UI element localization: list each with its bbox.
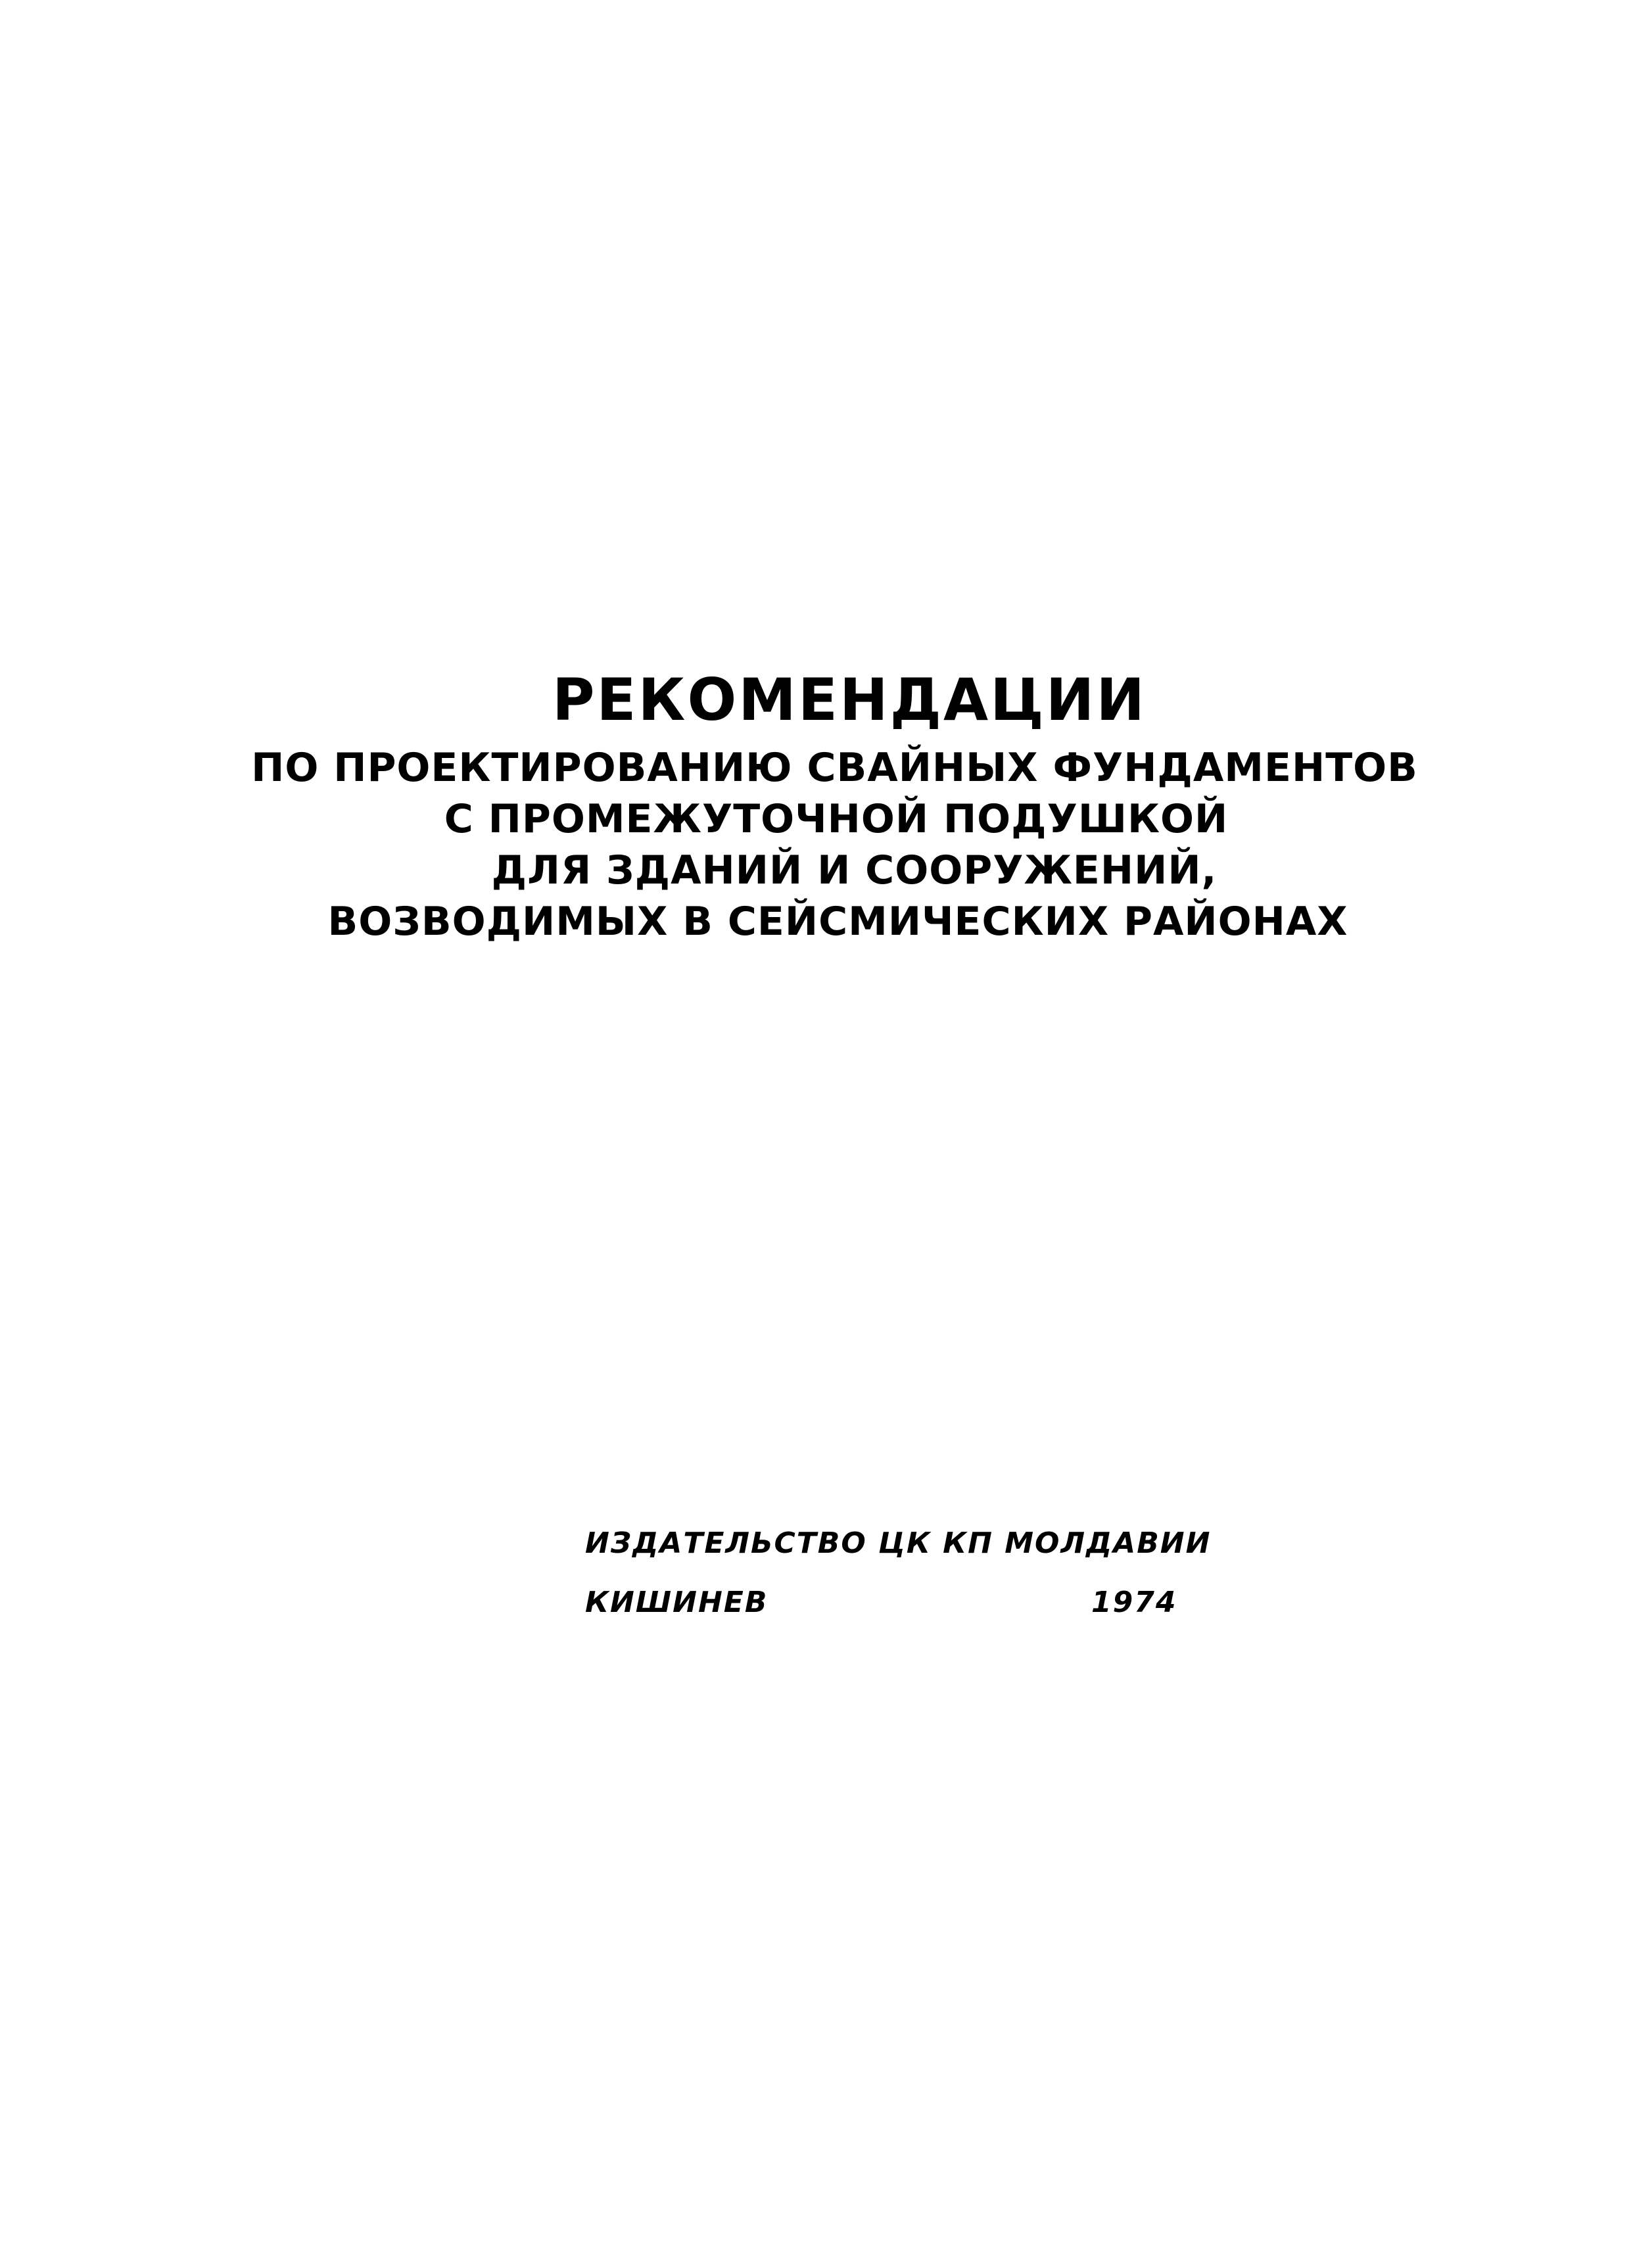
subtitle-line-3: ДЛЯ ЗДАНИЙ И СООРУЖЕНИЙ,	[491, 847, 1218, 893]
subtitle-line-4: ВОЗВОДИМЫХ В СЕЙСМИЧЕСКИХ РАЙОНАХ	[327, 899, 1348, 945]
document-title: РЕКОМЕНДАЦИИ	[552, 666, 1147, 734]
publication-city: КИШИНЕВ	[585, 1586, 769, 1619]
subtitle-line-2: С ПРОМЕЖУТОЧНОЙ ПОДУШКОЙ	[444, 796, 1229, 842]
publication-year: 1974	[1091, 1586, 1177, 1619]
subtitle-line-1: ПО ПРОЕКТИРОВАНИЮ СВАЙНЫХ ФУНДАМЕНТОВ	[251, 745, 1418, 791]
imprint	[585, 1524, 1212, 1622]
title-block	[0, 667, 1633, 947]
publisher-name: ИЗДАТЕЛЬСТВО ЦК КП МОЛДАВИИ	[585, 1526, 1212, 1560]
imprint-city-year	[585, 1583, 1177, 1622]
